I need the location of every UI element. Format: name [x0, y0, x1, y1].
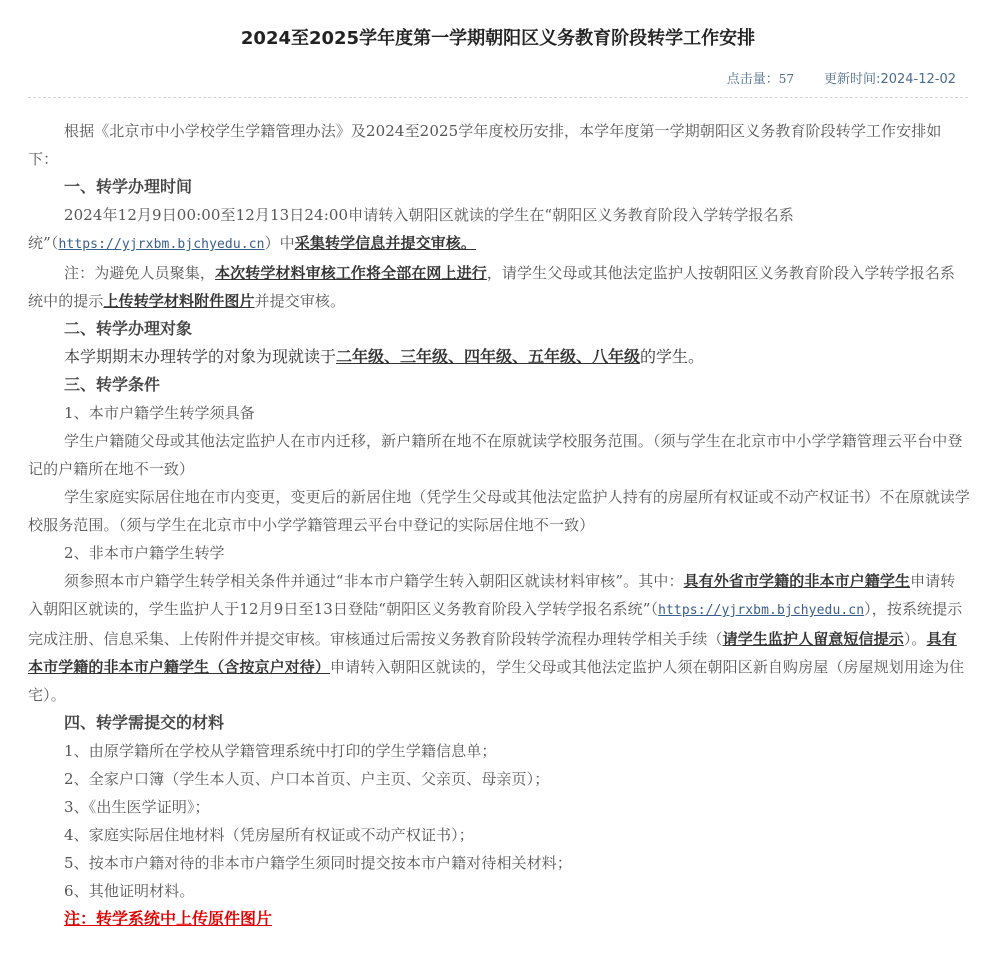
article-body: [28, 117, 970, 933]
non-local-subheading: 2、非本市户籍学生转学: [64, 544, 225, 562]
sms-reminder-emphasis: 请学生监护人留意短信提示: [722, 630, 904, 648]
non-local-text-e: 申请转入朝阳区就读的，学生父母或其他法定监护人须在朝阳区新自购房屋（房屋规划用途为住宅）。: [28, 658, 965, 704]
section-heading-time: 一、转学办理时间: [64, 177, 193, 196]
upload-images-emphasis: 上传转学材料附件图片: [103, 292, 255, 310]
note-text-c: 并提交审核。: [254, 292, 346, 310]
other-province-emphasis: 具有外省市学籍的非本市户籍学生: [683, 572, 911, 590]
material-item: 1、由原学籍所在学校从学籍管理系统中打印的学生学籍信息单；: [64, 742, 497, 760]
clicks-count: 57: [778, 72, 795, 86]
note-text-a: 注：为避免人员聚集，: [64, 264, 216, 282]
upload-original-note: 注：转学系统中上传原件图片: [64, 909, 273, 928]
updated-label: 更新时间:: [824, 72, 881, 87]
material-item: 3、《出生医学证明》；: [64, 798, 210, 816]
residence-change-paragraph: 学生家庭实际居住地在市内变更，变更后的新居住地（凭学生父母或其他法定监护人持有的房屋所有权证或不动产权证书）不在原就读学校服务范围。（须与学生在北京市中小学学籍管理云平台中登记的实际居住地不一致）: [28, 488, 971, 534]
section-heading-materials: 四、转学需提交的材料: [64, 713, 225, 732]
note-text-b: ，请学生父母或其他法定监护人按朝阳区义务教育阶段入学转学报名系统中的提示: [28, 264, 955, 310]
clicks-label: 点击量：: [726, 72, 779, 87]
article-title: 2024至2025学年度第一学期朝阳区义务教育阶段转学工作安排: [240, 28, 756, 49]
time-paragraph: [28, 201, 970, 259]
material-item: 2、全家户口簿（学生本人页、户口本首页、户主页、父亲页、母亲页）；: [64, 770, 550, 788]
non-local-text-d: ）。: [903, 630, 927, 648]
article-meta: [727, 70, 956, 89]
non-local-paragraph: [28, 567, 970, 709]
online-review-emphasis: 本次转学材料审核工作将全部在网上进行: [215, 264, 487, 282]
intro-paragraph: 根据《北京市中小学校学生学籍管理办法》及2024至2025学年度校历安排，本学年度第一学期朝阳区义务教育阶段转学工作安排如下：: [28, 122, 942, 168]
online-review-note: [28, 259, 970, 315]
material-item: 6、其他证明材料。: [64, 882, 195, 900]
non-local-text-a: 须参照本市户籍学生转学相关条件并通过“非本市户籍学生转入朝阳区就读材料审核”。其中：: [64, 572, 684, 590]
non-local-text-b: 申请转入朝阳区就读的，学生监护人于12月9日至13日登陆“朝阳区义务教育阶段入学转学报名系统”（: [28, 572, 956, 618]
registration-system-link[interactable]: https://yjrxbm.bjchyedu.cn: [58, 237, 265, 252]
hukou-move-paragraph: 学生户籍随父母或其他法定监护人在市内迁移，新户籍所在地不在原就读学校服务范围。（须与学生在北京市中小学学籍管理云平台中登记的户籍所在地不一致）: [28, 432, 963, 478]
material-item: 5、按本市户籍对待的非本市户籍学生须同时提交按本市户籍对待相关材料；: [64, 854, 572, 872]
time-text-a: 2024年12月9日00:00至12月13日24:00申请转入朝阳区就读的学生在“朝阳区义务教育阶段入学转学报名系统”（: [28, 206, 794, 252]
section-heading-target: 二、转学办理对象: [64, 319, 193, 338]
collect-info-emphasis: 采集转学信息并提交审核。: [294, 234, 476, 252]
time-text-b: ）中: [264, 234, 295, 252]
material-item: 4、家庭实际居住地材料（凭房屋所有权证或不动产权证书）；: [64, 826, 474, 844]
target-text-b: 的学生。: [640, 347, 705, 366]
target-paragraph: [28, 343, 970, 371]
non-local-text-c: ），按系统提示完成注册、信息采集、上传附件并提交审核。审核通过后需按义务教育阶段转学流程办理转学相关手续（: [28, 600, 963, 648]
registration-system-link-2[interactable]: https://yjrxbm.bjchyedu.cn: [658, 603, 865, 618]
title-divider: [28, 97, 968, 98]
local-hukou-subheading: 1、本市户籍学生转学须具备: [64, 404, 255, 422]
section-heading-conditions: 三、转学条件: [64, 375, 161, 394]
target-text-a: 本学期期末办理转学的对象为现就读于: [64, 347, 337, 366]
grades-emphasis: 二年级、三年级、四年级、五年级、八年级: [336, 347, 641, 366]
updated-date: 2024-12-02: [880, 72, 956, 87]
local-status-emphasis: 具有本市学籍的非本市户籍学生（含按京户对待）: [28, 630, 957, 676]
